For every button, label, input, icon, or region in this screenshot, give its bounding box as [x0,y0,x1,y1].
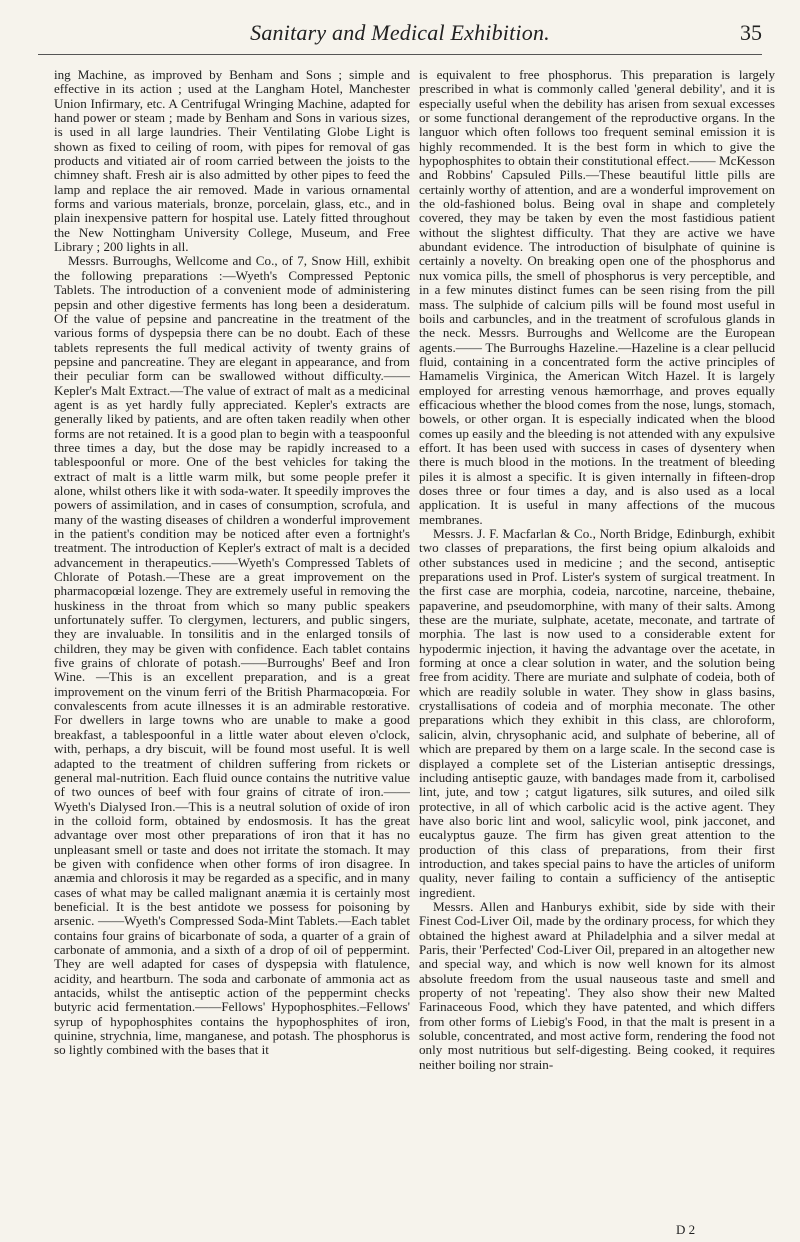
signature-mark: D 2 [676,1222,696,1237]
paragraph-burroughs-wellcome: Messrs. Burroughs, Wellcome and Co., of 7, Snow Hill, exhibit the following preparations :—Wyeth's Compressed Peptonic Tablets. The introduction of a convenient mode of administering pepsin and other digestive ferments has long been a desideratum. Of the value of pepsine and pancreatine in the treatment of the various forms of dyspepsia there can be no doubt. Each of these tablets represents the full medical activity of twenty grains of pepsine and pancreatine. They are elegant in appearance, and from their peculiar form can be swallowed without difficulty.——Kepler's Malt Extract.—The value of extract of malt as a medicinal agent is as yet hardly fully appreciated. Kepler's extracts are generally liked by patients, and are often taken readily when other forms are not retained. It is a good plan to begin with a teaspoonful three times a day, but the dose may be rapidly increased to a tablespoonful or more. One of the best vehicles for taking the extract of malt is a little warm milk, but some people prefer it alone, whilst others like it with soda-water. It speedily improves the powers of assimilation, and in cases of consumption, scrofula, and many of the wasting diseases of children a wonderful improvement in the patient's condition may be noticed after even a fortnight's treatment. The introduction of Kepler's extract of malt is a decided advancement in therapeutics.——Wyeth's Compressed Tablets of Chlorate of Potash.—These are a great improvement on the pharmacopœial lozenge. They are extremely useful in removing the huskiness in the throat from which so many public speakers unfortunately suffer. To clergymen, lecturers, and public singers, they are invaluable. In tonsilitis and in the enlarged tonsils of children, they may be given with confidence. Each tablet contains five grains of chlorate of potash.——Burroughs' Beef and Iron Wine. —This is an excellent preparation, and is a great improvement on the vinum ferri of the British Pharmacopœia. For convalescents from acute illnesses it is an admirable restorative. For dwellers in large towns who are unable to make a good breakfast, a tablespoonful in a little water about eleven o'clock, with, perhaps, a dry biscuit, will be found most useful. It is well adapted to the treatment of children suffering from rickets or general mal-nutrition. Each fluid ounce contains the nutritive value of two ounces of beef with four grains of citrate of iron.——Wyeth's Dialysed Iron.—This is a neutral solution of oxide of iron in the colloid form, obtained by endosmosis. It has the great advantage over most other preparations of iron that it has no unpleasant smell or taste and does not irritate the stomach. It may be given with confidence when other forms of iron disagree. In anæmia and chlorosis it may be regarded as a specific, and in many cases of what may be called malignant anæmia it is certainly most beneficial. It is the best antidote we possess for poisoning by arsenic. ——Wyeth's Compressed Soda-Mint Tablets.—Each tablet contains four grains of bicarbonate of soda, a quarter of a grain of carbonate of ammonia, and a sixth of a drop of oil of peppermint. They are well adapted for cases of dyspepsia with flatulence, acidity, and heartburn. The soda and carbonate of ammonia act as antacids, whilst the antiseptic action of the peppermint checks butyric acid fermentation.——Fellows' Hypophosphites.–Fellows' syrup of hypophosphites contains the hypophosphites of iron, quinine, strychnia, lime, manganese, and potash. The phosphorus is so lightly combined with the bases that it [54,253,410,1058]
paragraph-hypophosphites-continued: is equivalent to free phosphorus. This preparation is largely prescribed in what is commonly called 'general debility', and it is especially useful when the debility has arisen from sexual excesses or some functional derangement of the reproductive organs. In the languor which often follows too frequent seminal emission it is highly recommended. It is the best form in which to give the hypophosphites to obtain their constitutional effect.—— McKesson and Robbins' Capsuled Pills.—These beautiful little pills are certainly worthy of attention, and are a wonderful improvement on the old-fashioned bolus. Being oval in shape and completely covered, they may be taken by even the most fastidious patient without the slightest difficulty. That they are active we have abundant evidence. The introduction of bisulphate of quinine is certainly a novelty. On breaking open one of the phosphorus and nux vomica pills, the smell of phosphorus is very perceptible, and in a few minutes distinct fumes can be seen rising from the pill mass. The sulphide of calcium pills will be found most useful in boils and carbuncles, and in the treatment of scrofulous glands in the neck. Messrs. Burroughs and Wellcome are the European agents.—— The Burroughs Hazeline.—Hazeline is a clear pellucid fluid, containing in a concentrated form the active principles of Hamamelis Virginica, the American Witch Hazel. It is largely employed for arresting venous hæmorrhage, and proves equally efficacious whether the blood comes from the nose, lungs, stomach, bowels, or other organ. It is especially indicated when the blood comes up easily and the bleeding is not attended with any expulsive effort. It has been used with success in cases of dysentery when there is much blood in the motions. In the treatment of bleeding piles it is almost a specific. It is given internally in fifteen-drop doses three or four times a day, and is also used as a local application. It is useful in many affections of the mucous membranes. [419,67,775,527]
paragraph-macfarlan: Messrs. J. F. Macfarlan & Co., North Bridge, Edinburgh, exhibit two classes of preparations, the first being opium alkaloids and other substances used in medicine ; and the second, antiseptic preparations used in Prof. Lister's system of surgical treatment. In the first case are morphia, codeia, narcotine, narceine, thebaine, papaverine, and pseudomorphine, with many of their salts. Among these are the muriate, sulphate, acetate, meconate, and tartrate of morphia. The last is now used to a considerable extent for hypodermic injection, it having the advantage over the acetate, in forming at once a clear solution in water, and the solution being free from acidity. There are muriate and sulphate of codeia, both of which are readily soluble in water. They show in glass basins, crystallisations of codeia and of morphia meconate. The other preparations which they exhibit in this class, are chloroform, salicin, alvin, chrysophanic acid, and sulphate of beberine, all of which are prepared by them on a large scale. In the second case is displayed a complete set of the Listerian antiseptic dressings, including antiseptic gauze, with bandages made from it, carbolised lint, jute, and tow ; catgut ligatures, silk sutures, and oiled silk protective, in all of which carbolic acid is the active agent. They have also boric lint and wool, salicylic wool, pink jacconet, and eucalyptus gauze. The firm has given great attention to the production of this class of preparations, from their first introduction, and takes special pains to have the articles of uniform quality, never failing to contain a sufficiency of the antiseptic ingredient. [419,526,775,900]
running-title: Sanitary and Medical Exhibition. [250,20,550,45]
page-number: 35 [740,20,762,45]
paragraph-allen-hanburys: Messrs. Allen and Hanburys exhibit, side by side with their Finest Cod-Liver Oil, made by the ordinary process, for which they obtained the highest award at Philadelphia and a silver medal at Paris, their 'Perfected' Cod-Liver Oil, prepared in an altogether new and special way, and which is now well known for its almost absolute freedom from the usual nauseous taste and smell and property of not 'repeating'. They also show their new Malted Farinaceous Food, which they have patented, and which differs from other forms of Liebig's Food, in that the malt is present in a soluble, concentrated, and most active form, rendering the food not only most nutritious but self-digesting. Being cooked, it requires neither boiling nor strain- [419,898,775,1072]
header-rule [38,54,762,55]
paragraph-benham-laundry: ing Machine, as improved by Benham and Sons ; simple and effective in its action ; used at the Langham Hotel, Manchester Union Infirmary, etc. A Centrifugal Wringing Machine, adapted for hand power or steam ; made by Benham and Sons in various sizes, is used in all large laundries. Their Ventilating Globe Light is shown as fixed to ceiling of room, with pipes for removal of gas products and vitiated air of room carried between the joists to the chimney shaft. Fresh air is also admitted by other pipes to feed the lamp and replace the air removed. Made in various ornamental forms and various materials, bronze, porcelain, glass, etc., and in plain inexpensive pattern for hospital use. Lately fitted throughout the New Nottingham University College, Museum, and Free Library ; 200 lights in all. [54,67,410,255]
page-header [36,20,764,48]
right-column [419,68,775,1072]
left-column [54,68,410,1058]
